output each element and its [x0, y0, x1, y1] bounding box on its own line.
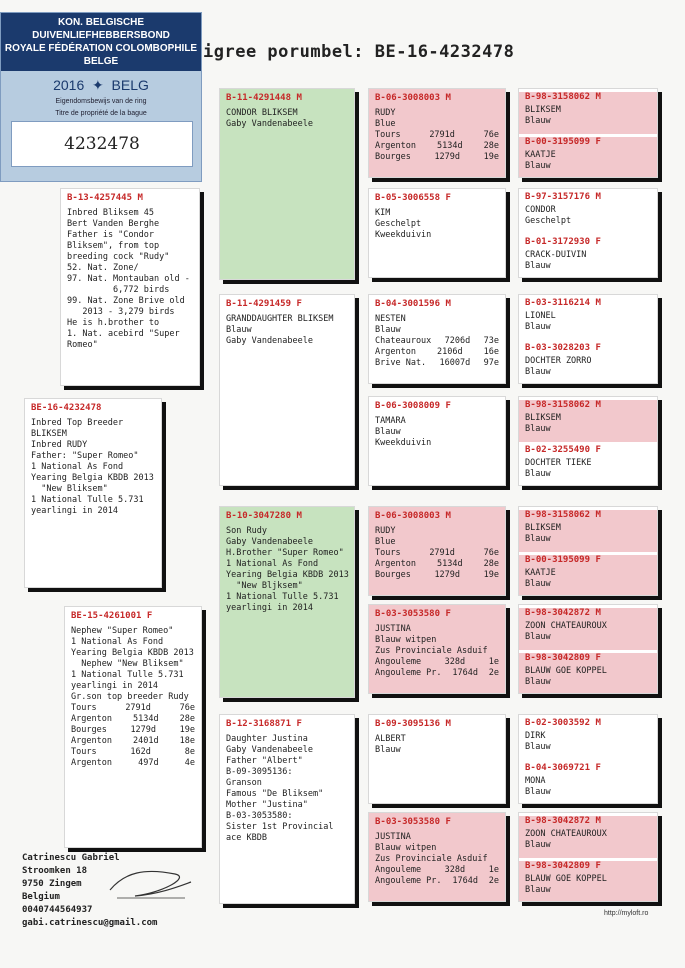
ring-certificate-badge	[0, 12, 202, 182]
signature-icon	[105, 862, 195, 902]
pigeon-info-line: NESTEN	[375, 314, 406, 324]
race-result-row	[375, 668, 499, 679]
pigeon-ring-id: B-98-3158062 M	[525, 92, 601, 102]
pigeon-info-line: Gaby Vandenabeele	[226, 336, 313, 346]
race-dist: 2791d	[429, 548, 455, 558]
pigeon-ring-id: B-06-3008003 M	[375, 511, 451, 521]
great-grandparent-card-4	[368, 396, 506, 486]
ancestor-pair-card-6	[518, 604, 658, 694]
pigeon-info-line: Blauw	[525, 367, 551, 377]
pigeon-ring-id: B-97-3157176 M	[525, 192, 601, 202]
race-place: 76e	[483, 548, 499, 558]
contact-city: 9750 Zingem	[22, 879, 82, 889]
ancestor-pair-card-3	[518, 294, 658, 384]
race-race: Argenton	[375, 347, 416, 357]
pigeon-ring-id: B-13-4257445 M	[67, 193, 143, 203]
ancestor-pair-card-4	[518, 396, 658, 486]
pigeon-info-line: Bliksem", from top	[67, 241, 160, 251]
ancestor-pair-card-2	[518, 188, 658, 278]
pigeon-ring-id: B-04-3069721 F	[525, 763, 601, 773]
pigeon-info-line: Gr.son top breeder Rudy	[71, 692, 189, 702]
ancestor-sire	[519, 510, 657, 552]
pigeon-info-line: Inbred Bliksem 45	[67, 208, 154, 218]
race-dist: 1764d	[452, 876, 478, 886]
great-grandparent-card-1	[368, 88, 506, 178]
pigeon-info-line: Gaby Vandenabeele	[226, 537, 313, 547]
pigeon-info-line: Yearing Belgia KBDB 2013	[226, 570, 349, 580]
pigeon-info-line: B-09-3095136:	[226, 767, 293, 777]
race-race: Argenton	[71, 736, 112, 746]
pigeon-info-line: JUSTINA	[375, 832, 411, 842]
race-dist: 5134d	[133, 714, 159, 724]
federation-name-fr: ROYALE FÉDÉRATION COLOMBOPHILE BELGE	[4, 43, 198, 67]
race-result-row	[375, 152, 499, 163]
pigeon-info-line: Blauw witpen	[375, 635, 437, 645]
pigeon-ring-id: B-98-3042809 F	[525, 861, 601, 871]
pigeon-info-line: LIONEL	[525, 311, 556, 321]
race-place: 1e	[488, 657, 499, 667]
race-dist: 1279d	[130, 725, 157, 735]
pigeon-info-line: 1 National Tulle 5.731	[226, 592, 339, 602]
pigeon-info-line: Blauw	[525, 840, 551, 850]
race-result-row	[71, 703, 195, 714]
ancestor-dam	[519, 445, 657, 486]
federation-header	[1, 13, 201, 71]
contact-street: Stroomken 18	[22, 866, 88, 876]
pigeon-ring-id: BE-16-4232478	[31, 403, 102, 413]
race-race: Tours	[71, 747, 97, 757]
pigeon-ring-id: B-11-4291459 F	[226, 299, 302, 309]
pigeon-info-line: yearlingi in 2014	[226, 603, 313, 613]
grandparent-card-2	[219, 294, 355, 486]
ancestor-sire	[519, 718, 657, 760]
pigeon-ring-id: B-06-3008009 F	[375, 401, 451, 411]
pigeon-ring-id: B-10-3047280 M	[226, 511, 302, 521]
race-result-row	[375, 358, 499, 369]
pigeon-info-line: 1 National As Fond	[226, 559, 319, 569]
pigeon-info-line: Gaby Vandenabeele	[226, 745, 313, 755]
pigeon-info-line: KAATJE	[525, 150, 556, 160]
pigeon-info-line: Yearing Belgia KBDB 2013	[71, 648, 194, 658]
race-race: Bourges	[375, 152, 411, 162]
great-grandparent-card-8	[368, 812, 506, 902]
race-race: Bourges	[375, 570, 411, 580]
race-place: 97e	[483, 358, 499, 368]
pigeon-info-line: Blauw	[375, 427, 401, 437]
pigeon-ring-id: B-02-3255490 F	[525, 445, 601, 455]
pigeon-info-line: Kweekduivin	[375, 230, 432, 240]
pigeon-info-line: breeding cock "Rudy"	[67, 252, 170, 262]
pigeon-ring-id: B-01-3172930 F	[525, 237, 601, 247]
father-pigeon-card	[60, 188, 200, 386]
ancestor-dam	[519, 653, 657, 694]
pigeon-info-line: Gaby Vandenabeele	[226, 119, 313, 129]
pigeon-info-line: DIRK	[525, 731, 546, 741]
race-dist: 1764d	[452, 668, 478, 678]
pigeon-ring-id: B-11-4291448 M	[226, 93, 302, 103]
race-result-row	[375, 336, 499, 347]
pigeon-info-line: Nephew "Super Romeo"	[71, 626, 174, 636]
race-result-row	[71, 758, 195, 769]
pigeon-info-line: Zus Provinciale Asduif	[375, 646, 488, 656]
race-result-row	[71, 736, 195, 747]
pigeon-ring-id: B-03-3028203 F	[525, 343, 601, 353]
race-place: 28e	[179, 714, 195, 724]
race-result-row	[375, 130, 499, 141]
pigeon-info-line: Geschelpt	[525, 216, 572, 226]
pigeon-info-line: Blue	[375, 119, 396, 129]
pigeon-info-line: Blue	[375, 537, 396, 547]
race-race: Angouleme Pr.	[375, 668, 442, 678]
pigeon-info-line: 1. Nat. acebird "Super	[67, 329, 180, 339]
pigeon-info-line: Daughter Justina	[226, 734, 308, 744]
pigeon-info-line: Blauw	[525, 742, 551, 752]
pigeon-info-line: Blauw	[525, 161, 551, 171]
grandparent-card-1	[219, 88, 355, 280]
pigeon-info-line: Nephew "New Bliksem"	[71, 659, 184, 669]
pigeon-ring-id: B-03-3053580 F	[375, 609, 451, 619]
pigeon-info-line: Blauw	[525, 261, 551, 271]
race-race: Tours	[375, 548, 401, 558]
pigeon-ring-id: B-98-3158062 M	[525, 510, 601, 520]
pigeon-ring-id: B-05-3006558 F	[375, 193, 451, 203]
pigeon-info-line: BLIKSEM	[525, 413, 561, 423]
race-race: Angouleme	[375, 657, 422, 667]
race-result-row	[375, 865, 499, 876]
grandparent-card-4	[219, 714, 355, 904]
pigeon-info-line: Father is "Condor	[67, 230, 154, 240]
pigeon-ring-id: B-00-3195099 F	[525, 137, 601, 147]
pigeon-info-line: He is h.brother to	[67, 318, 160, 328]
pigeon-info-line: Father "Albert"	[226, 756, 303, 766]
pigeon-ring-id: B-03-3116214 M	[525, 298, 601, 308]
pigeon-info-line: Blauw	[375, 745, 401, 755]
pigeon-info-line: Blauw	[375, 325, 401, 335]
ancestor-sire	[519, 608, 657, 650]
pigeon-info-line: TAMARA	[375, 416, 406, 426]
pigeon-info-line: Inbred Top Breeder	[31, 418, 124, 428]
race-result-row	[71, 725, 195, 736]
ancestor-dam	[519, 237, 657, 278]
great-grandparent-card-6	[368, 604, 506, 694]
great-grandparent-card-7	[368, 714, 506, 804]
race-dist: 1279d	[434, 570, 461, 580]
race-result-row	[375, 559, 499, 570]
pigeon-info-line: Bert Vanden Berghe	[67, 219, 160, 229]
ancestor-pair-card-1	[518, 88, 658, 178]
pigeon-info-line: RUDY	[375, 526, 396, 536]
pigeon-info-line: KAATJE	[525, 568, 556, 578]
ownership-note-fr: Titre de propriété de la bague	[55, 110, 147, 117]
pigeon-info-line: BLAUW GOE KOPPEL	[525, 666, 607, 676]
grandparent-card-3	[219, 506, 355, 698]
race-race: Argenton	[71, 758, 112, 768]
race-race: Tours	[71, 703, 97, 713]
ancestor-dam	[519, 861, 657, 902]
pigeon-info-line: RUDY	[375, 108, 396, 118]
pigeon-info-line: BLIKSEM	[525, 523, 561, 533]
race-place: 19e	[179, 725, 195, 735]
pigeon-info-line: MONA	[525, 776, 546, 786]
pigeon-info-line: BLIKSEM	[31, 429, 67, 439]
ring-year: 2016	[53, 77, 85, 93]
race-dist: 162d	[130, 747, 151, 757]
mother-pigeon-card	[64, 606, 202, 848]
ancestor-pair-card-8	[518, 812, 658, 902]
pigeon-info-line: Granson	[226, 778, 262, 788]
race-dist: 2791d	[125, 703, 151, 713]
pigeon-ring-id: B-02-3003592 M	[525, 718, 601, 728]
pigeon-info-line: Zus Provinciale Asduif	[375, 854, 488, 864]
great-grandparent-card-2	[368, 188, 506, 278]
pigeon-info-line: ZOON CHATEAUROUX	[525, 621, 607, 631]
ancestor-sire	[519, 298, 657, 340]
pigeon-info-line: 97. Nat. Montauban old -	[67, 274, 190, 284]
race-place: 19e	[483, 152, 499, 162]
pigeon-info-line: 1 National Tulle 5.731	[71, 670, 184, 680]
race-result-row	[375, 876, 499, 887]
pigeon-info-line: 1 National Tulle 5.731	[31, 495, 144, 505]
pigeon-info-line: JUSTINA	[375, 624, 411, 634]
race-race: Angouleme Pr.	[375, 876, 442, 886]
pigeon-info-line: Blauw	[525, 632, 551, 642]
pigeon-info-line: DOCHTER ZORRO	[525, 356, 592, 366]
race-result-row	[375, 570, 499, 581]
pigeon-info-line: Blauw witpen	[375, 843, 437, 853]
ring-year-row	[1, 77, 201, 94]
race-place: 16e	[483, 347, 499, 357]
pigeon-info-line: KIM	[375, 208, 391, 218]
pigeon-info-line: Kweekduivin	[375, 438, 432, 448]
pigeon-info-line: yearlingi in 2014	[31, 506, 118, 516]
ancestor-pair-card-7	[518, 714, 658, 804]
ancestor-dam	[519, 555, 657, 596]
race-place: 28e	[483, 141, 499, 151]
race-dist: 328d	[444, 657, 466, 667]
pigeon-info-line: 2013 - 3,279 birds	[67, 307, 175, 317]
pigeon-info-line: Yearing Belgia KBDB 2013	[31, 473, 154, 483]
race-place: 2e	[488, 876, 499, 886]
pigeon-info-line: 1 National As Fond	[71, 637, 164, 647]
pigeon-info-line: Blauw	[525, 424, 551, 434]
race-result-row	[375, 347, 499, 358]
race-dist: 1279d	[434, 152, 461, 162]
ancestor-dam	[519, 763, 657, 804]
race-place: 76e	[179, 703, 195, 713]
race-dist: 5134d	[437, 559, 463, 569]
pigeon-info-line: B-03-3053580:	[226, 811, 293, 821]
pigeon-info-line: Famous "De Bliksem"	[226, 789, 324, 799]
pigeon-info-line: "New Bliksem"	[31, 484, 108, 494]
pigeon-info-line: 1 National As Fond	[31, 462, 124, 472]
contact-country: Belgium	[22, 892, 60, 902]
race-place: 2e	[488, 668, 499, 678]
pigeon-info-line: Geschelpt	[375, 219, 422, 229]
race-race: Argenton	[71, 714, 112, 724]
pigeon-ring-id: B-98-3158062 M	[525, 400, 601, 410]
pigeon-ring-id: B-98-3042872 M	[525, 816, 601, 826]
race-dist: 2401d	[133, 736, 159, 746]
pigeon-info-line: ZOON CHATEAUROUX	[525, 829, 607, 839]
pigeon-info-line: Son Rudy	[226, 526, 267, 536]
great-grandparent-card-5	[368, 506, 506, 596]
race-dist: 5134d	[437, 141, 463, 151]
contact-email[interactable]: gabi.catrinescu@gmail.com	[22, 918, 158, 928]
pigeon-info-line: Romeo"	[67, 340, 98, 350]
race-result-row	[71, 747, 195, 758]
pigeon-info-line: DOCHTER TIEKE	[525, 458, 592, 468]
page-title: igree porumbel: BE-16-4232478	[203, 42, 515, 62]
contact-name: Catrinescu Gabriel	[22, 853, 120, 863]
race-place: 18e	[179, 736, 195, 746]
pigeon-info-line: BLAUW GOE KOPPEL	[525, 874, 607, 884]
pigeon-info-line: 99. Nat. Zone Brive old	[67, 296, 185, 306]
pigeon-info-line: GRANDDAUGHTER BLIKSEM	[226, 314, 334, 324]
ancestor-sire	[519, 816, 657, 858]
pigeon-ring-id: B-04-3001596 M	[375, 299, 451, 309]
race-dist: 2791d	[429, 130, 455, 140]
ownership-note-nl: Eigendomsbewijs van de ring	[55, 98, 147, 105]
race-race: Angouleme	[375, 865, 422, 875]
pigeon-info-line: Blauw	[525, 885, 551, 895]
race-place: 8e	[184, 747, 195, 757]
pigeon-ring-id: B-12-3168871 F	[226, 719, 302, 729]
ancestor-dam	[519, 137, 657, 178]
subject-pigeon-card	[24, 398, 162, 588]
race-dist: 2106d	[437, 347, 463, 357]
pigeon-emblem-icon: ✦	[88, 77, 108, 93]
race-result-row	[375, 548, 499, 559]
pigeon-ring-id: B-06-3008003 M	[375, 93, 451, 103]
race-race: Argenton	[375, 559, 416, 569]
federation-name-nl: KON. BELGISCHE DUIVENLIEFHEBBERSBOND	[32, 17, 170, 41]
race-result-row	[375, 141, 499, 152]
race-result-row	[375, 657, 499, 668]
pigeon-info-line: ace KBDB	[226, 833, 267, 843]
race-dist: 16007d	[439, 358, 471, 368]
race-place: 19e	[483, 570, 499, 580]
pigeon-info-line: Blauw	[226, 325, 252, 335]
pigeon-info-line: CONDOR BLIKSEM	[226, 108, 298, 118]
ring-country: BELG	[111, 77, 149, 93]
race-place: 73e	[483, 336, 499, 346]
pigeon-ring-id: B-00-3195099 F	[525, 555, 601, 565]
pigeon-info-line: Blauw	[525, 116, 551, 126]
pigeon-info-line: BLIKSEM	[525, 105, 561, 115]
contact-phone: 0040744564937	[22, 905, 93, 915]
race-race: Brive Nat.	[375, 358, 427, 368]
pigeon-info-line: Blauw	[525, 787, 551, 797]
pigeon-ring-id: BE-15-4261001 F	[71, 611, 153, 621]
ring-number: 4232478	[11, 121, 193, 167]
ancestor-sire	[519, 192, 657, 234]
pigeon-info-line: 52. Nat. Zone/	[67, 263, 139, 273]
pigeon-info-line: Father: "Super Romeo"	[31, 451, 139, 461]
pigeon-info-line: Sister 1st Provincial	[226, 822, 334, 832]
ancestor-dam	[519, 343, 657, 384]
pigeon-info-line: 6,772 birds	[67, 285, 170, 295]
race-race: Tours	[375, 130, 401, 140]
race-dist: 497d	[138, 758, 159, 768]
race-race: Bourges	[71, 725, 107, 735]
pigeon-ring-id: B-03-3053580 F	[375, 817, 451, 827]
pigeon-ring-id: B-09-3095136 M	[375, 719, 451, 729]
race-place: 4e	[184, 758, 195, 768]
pigeon-info-line: Blauw	[525, 469, 551, 479]
pigeon-ring-id: B-98-3042872 M	[525, 608, 601, 618]
race-place: 28e	[483, 559, 499, 569]
pigeon-info-line: "New Bljksem"	[226, 581, 303, 591]
race-dist: 7206d	[444, 336, 471, 346]
ancestor-sire	[519, 400, 657, 442]
pigeon-info-line: Blauw	[525, 677, 551, 687]
pigeon-info-line: CONDOR	[525, 205, 556, 215]
great-grandparent-card-3	[368, 294, 506, 384]
pigeon-info-line: Blauw	[525, 322, 551, 332]
pigeon-info-line: yearlingi in 2014	[71, 681, 158, 691]
pigeon-info-line: Mother "Justina"	[226, 800, 308, 810]
pigeon-info-line: Inbred RUDY	[31, 440, 88, 450]
pigeon-ring-id: B-98-3042809 F	[525, 653, 601, 663]
pigeon-info-line: Blauw	[525, 579, 551, 589]
race-place: 76e	[483, 130, 499, 140]
pigeon-info-line: CRACK-DUIVIN	[525, 250, 587, 260]
race-dist: 328d	[444, 865, 466, 875]
pigeon-info-line: ALBERT	[375, 734, 406, 744]
race-result-row	[71, 714, 195, 725]
pigeon-info-line: H.Brother "Super Romeo"	[226, 548, 344, 558]
footer-url[interactable]: http://myloft.ro	[604, 910, 649, 917]
race-race: Argenton	[375, 141, 416, 151]
ancestor-pair-card-5	[518, 506, 658, 596]
race-place: 1e	[488, 865, 499, 875]
pigeon-info-line: Blauw	[525, 534, 551, 544]
race-race: Chateauroux	[375, 336, 432, 346]
ancestor-sire	[519, 92, 657, 134]
